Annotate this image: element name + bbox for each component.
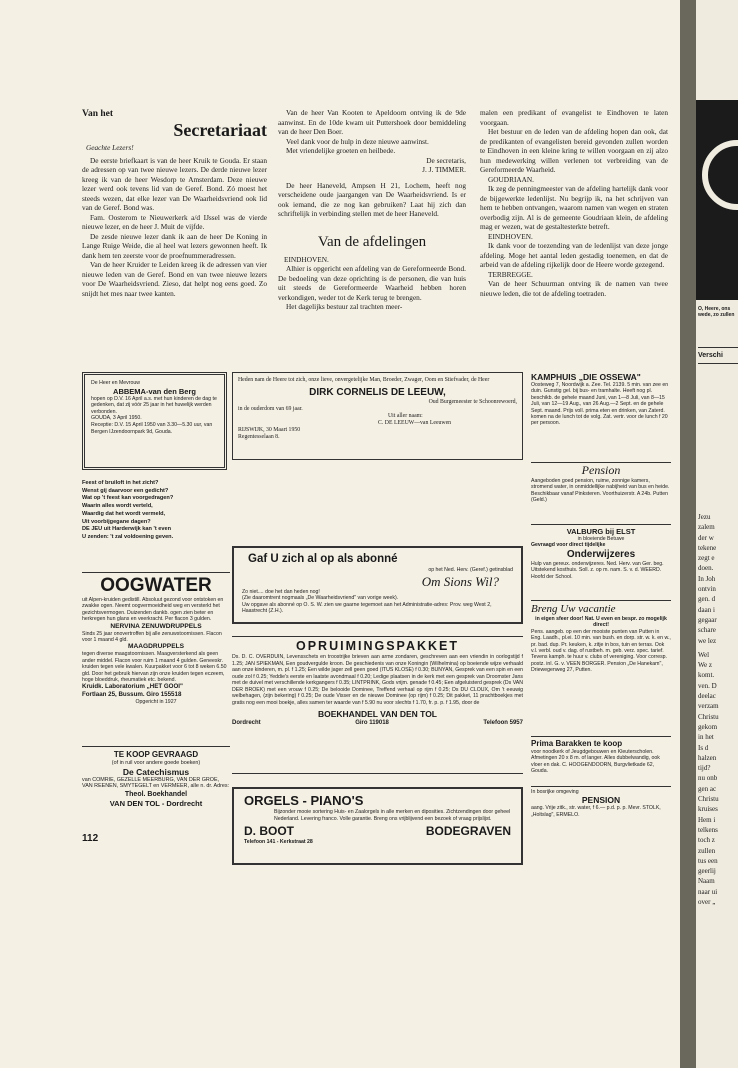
text-fragment: gegaar	[698, 615, 717, 624]
paragraph: malen een predikant of evangelist te Eindhoven te laten voorgaan.	[480, 108, 668, 127]
text-fragment: der w	[698, 533, 714, 542]
poem-line: Wat op 't feest kan voorgedragen?	[82, 495, 174, 502]
paragraph: Fam. Oosterom te Nieuwerkerk a/d IJssel was de vierde nieuwe lezer, en de heer J. Muit de vijfde.	[82, 212, 267, 231]
poem-line: Wenst gij daarvoor een gedicht?	[82, 487, 169, 494]
signature-line: De secretaris,	[426, 155, 466, 165]
ad-text: Oosteweg 7, Noordwijk a. Zee. Tel. 2139. 5 min. van zee en duin. Gunstig gel. bij bus- en tramhalte. Heeft nog pl. beschikb. de gehele maand Juni, van 1—8 Juli, van 8—15 Juli, van 12—19 Aug., van 26 Aug.—2 Sept. en de gehele Sept. maand. Prijs voll. prima eten en drinken, van Zaterd. komen na de lunch tot de volg. Zat. vertr. voor de lunch f 20 per persoon.	[531, 382, 669, 427]
laboratory-address: Fortlaan 25, Bussum. Giro 155518	[82, 691, 182, 699]
text-fragment: Christu	[698, 795, 719, 804]
reception-info: Receptie: D.V. 15 April 1950 van 3.30—5.30 uur, van Bergen IJzendoornpark 9d, Gouda.	[91, 421, 213, 435]
ad-subtitle: (of in ruil voor andere goede boeken)	[111, 760, 201, 766]
deceased-name: DIRK CORNELIS DE LEEUW,	[309, 387, 446, 398]
place-heading: TERBREGGE.	[488, 269, 533, 279]
text-fragment: zullen	[698, 846, 716, 855]
text-fragment: over „	[698, 897, 716, 906]
paragraph: Alhier is opgericht een afdeling van de Gereformeerde Bond. De bedoeling van deze oprichting is de personen, die van huis uit steeds de Gereformeerde Waarheid hebben horen verkondigen, weder tot de Kerk terug te brengen.	[278, 264, 466, 302]
ad-text: aang. Vrije zitk., str. water, f 6.— p.d. p. p. Mevr. STOLK, „Holtslag", ERMELO.	[531, 805, 661, 818]
job-title: Onderwijzeres	[566, 548, 636, 560]
paragraph: Van de heer Van Kooten te Apeldoorn ontving ik de 9de aanwinst. En de 10de kwam uit Puttershoek door bemiddeling van de heer Den Boer.	[278, 108, 466, 136]
text-fragment: telkens	[698, 825, 718, 834]
text-fragment: tekene	[698, 543, 717, 552]
ad-text: Ds. D. C. OVERDUIN, Levensschets en troostrijke brieven aan arme zondaren, geschreven aan een vriendin in oorlogstijd f 1.25; JAN SPIEKMAN, Een goudvergulde kroon. De geschiedenis van onze Koningin (Wilhelmina) op boeiende wijze verhaald aan onze kinderen, m. pl. f 1.25; Een wilde jager zell geen goed (ITUS KLOSE) f 0.30; BUNYAN, Gesprek van een spin en een oude zol f 0.25; Yeddie's eerste en laatste avondmaal f 0.20; Ledige plaatsen in de kerk met een gesprek van Droomster Jans met de duivel met verschillende kerkgangers f 0.35; LINTPRINK, Gods vrijm. genade f 0.45; Een afgeluisterd gesprek (Ds VAN DER BROEK) met een vrouw f 0.25; De belooide Dominee, Treffend verhaal op rijm f 0.25; Ds DU CLOUX, Om 't eeuwig welbehagen, (zijn bekering) f 0.25; De oude Visser en de nieuwe Dominee (op rijm) f 0.25; Dit pakket, 11 prachtboekjes met gratis nog een mooi boekje, alles samen ter waarde van f 5.90 nu voor slechts f 1.70, fr. p. p. f 1.95, door de	[232, 654, 523, 706]
text-fragment: toch z	[698, 836, 715, 845]
text-fragment: Jezu	[698, 513, 711, 521]
salutation: Geachte Lezers!	[86, 143, 134, 152]
text-fragment: daan i	[698, 605, 715, 614]
paragraph: De zesde nieuwe lezer dank ik aan de heer De Koning in Lange Ruige Weide, die al heel wat lezers gewonnen heeft. Ik dank hem ten zeerste voor de proefnummeradressen.	[82, 231, 267, 260]
ad-text: (Zie daaromtrent nogmaals „De Waarheidsvriend" van vorige week).	[242, 595, 399, 602]
next-page-text	[698, 512, 738, 907]
text-fragment: Christu	[698, 712, 719, 721]
notice-text: Heden nam de Heere tot zich, onze lieve, onvergetelijke Man, Broeder, Zwager, Oom en Stiefvader, de Heer	[238, 377, 490, 383]
ad-text: Bijzonder mooie sortering Huis- en Zaalorgels in alle merken en diposities. Zichtzendingen door geheel Nederland. Levering franco. Volle garantie. Breng ons vrijblijvend een bezoek of vraag prijslijst.	[274, 809, 511, 822]
poem-line: DE JEU uit Harderwijk kan 't even	[82, 526, 171, 533]
text-fragment: zegt e	[698, 554, 715, 563]
text-fragment: We z	[698, 661, 713, 670]
text-fragment: Is d	[698, 743, 709, 752]
text-fragment: tus een	[698, 856, 718, 865]
founded-line: Opgericht in 1927	[135, 699, 177, 706]
place-heading: GOUDRIAAN.	[488, 174, 535, 184]
deceased-age: in de ouderdom van 69 jaar.	[238, 406, 303, 412]
column-two	[278, 108, 466, 363]
giro: Giro 119018	[355, 720, 389, 726]
paragraph: Van de heer Schuurman ontving ik de namen van twee nieuwe leden, die tot de afdeling toetraden.	[480, 279, 668, 298]
text-fragment: tijd?	[698, 764, 711, 773]
ad-text: Hulp van gereux. onderwijzeres. Ned. Herv. van Ger. beg. Uitstekend kosthuis. Soll. z. op m. nam. S. v. d. WEERD. Hoofd der School.	[531, 560, 664, 580]
text-fragment: ontvin	[698, 585, 716, 594]
ad-title: ORGELS - PIANO'S	[244, 793, 364, 808]
section-title: Van de afdelingen	[317, 233, 427, 250]
text-fragment: geerlij	[698, 867, 716, 876]
poem-line: U zenden: 't zal voldoening geven.	[82, 533, 174, 540]
text-fragment: gen. d	[698, 595, 716, 604]
paragraph: De eerste briefkaart is van de heer Kruik te Gouda. Er staan de adressen op van twee nieuwe lezers. De derde nieuwe lezer kreeg ik van de heer Wesdorp te Amsterdam. Deze nieuwe lezer werd ook tevens lid van de Geref. Bond. Zó moest het steeds wezen, dat elke lezer van De Waarheidsvriend ook lid van de Geref. Bond was.	[82, 155, 267, 212]
next-page-edge	[696, 0, 738, 1068]
ad-title: Prima Barakken te koop	[531, 739, 623, 748]
notice-place: RIJSWIJK, 30 Maart 1950	[238, 427, 301, 433]
paragraph: Ik zeg de penningmeester van de afdeling hartelijk dank voor de bijgewerkte ledenlijst. Nu begrijp ik, na het schrijven van hem te hebben ontvangen, waarom namen van wegen en straten overbodig zijn. Al is de gemeente Goudriaan klein, de afdeling mag er wezen, wat de gestaltesterkte betreft.	[480, 184, 668, 231]
ad-subtitle: in eigen sfeer door! Nat. U even en bespr. zo mogelijk direct!	[535, 616, 667, 629]
paragraph: Het dagelijks bestuur zal trachten meer-	[286, 302, 403, 311]
ornament-image	[696, 100, 738, 300]
ad-title: OPRUIMINGSPAKKET	[295, 639, 460, 653]
orgels-ad	[232, 787, 523, 865]
ad-subtitle: In bosrijke omgeving	[531, 789, 579, 795]
ad-subtitle: op het Ned. Herv. (Geref.) getinsblad	[428, 567, 513, 573]
bookstore-name: BOEKHANDEL VAN DEN TOL	[317, 709, 437, 719]
place-heading: EINDHOVEN.	[284, 254, 329, 264]
ad-subtitle: MAAGDRUPPELS	[127, 643, 185, 651]
image-caption: O, Heere, ons wede, zo zullen	[698, 306, 735, 318]
deceased-role: Oud Burgemeester te Schoonrewoerd,	[428, 399, 517, 405]
secretariaat-column	[82, 108, 267, 363]
ad-text: uit Alpen-kruiden gedistill. Absoluut gezond voor ontstoken en zwakke ogen. Neemt oogvermoeidheid weg en versterkt het gezichtsvermogen. Duizenden dankb. ogen zien beter en herkregen hun glans en veerkracht. Per flacon 3 gulden.	[82, 597, 224, 623]
text-fragment: deelac	[698, 692, 716, 701]
ad-subtitle: NERVINA ZENUWDRUPPELS	[110, 622, 202, 630]
text-fragment: nu onb	[698, 774, 718, 783]
text-fragment: naar ui	[698, 887, 718, 896]
death-notice	[232, 372, 523, 460]
text-fragment: verzam	[698, 702, 719, 711]
notice-place: GOUDA, 3 April 1950.	[91, 415, 142, 422]
bookstore-name: VAN DEN TOL - Dordrecht	[109, 798, 203, 808]
text-fragment: schare	[698, 626, 716, 635]
vacantie-ad	[531, 600, 671, 734]
next-heading: Verschi	[698, 347, 738, 364]
poem-line: Feest of bruiloft in het zicht?	[82, 480, 159, 486]
poem-line: Waarin alles wordt verteld,	[82, 503, 153, 510]
bookstore-label: Theol. Boekhandel	[124, 790, 188, 798]
city: Dordrecht	[232, 720, 261, 726]
anniversary-notice	[82, 372, 227, 470]
valburg-ad	[531, 524, 671, 596]
poem-ad	[82, 480, 230, 570]
text-fragment: In Joh	[698, 574, 716, 583]
opruimingspakket-ad	[232, 636, 523, 774]
paragraph: Het bestuur en de leden van de afdeling hopen dan ook, dat de predikanten of evangelisten bereid gevonden zullen worden te Eindhoven in een kleine kring te willen voorgaan en zij alzo hun medewerking willen verlenen tot verbreiding van de Gereformeerde Waarheid.	[480, 127, 668, 174]
company-contact: Telefoon 141 - Kerkstraat 28	[244, 839, 313, 846]
notice-address: Regentesselaan 8.	[238, 434, 280, 440]
paragraph: De heer Haneveld, Ampsen H 21, Lochem, heeft nog verscheidene oude jaargangen van De Waarheidsvriend. Is er ook iemand, die ze nog kan gebruiken? Laat hij zich dan schriftelijk in verbinding stellen met de heer Haneveld.	[278, 180, 466, 218]
ad-text: Sinds 25 jaar onovertroffen bij alle zenuwstoornissen. Flacon voor 1 maand 4 gld.	[82, 630, 222, 644]
text-fragment: Hem i	[698, 815, 716, 824]
te-koop-ad	[82, 746, 230, 822]
ad-title: Pension	[581, 463, 621, 477]
text-fragment: we lez	[698, 636, 717, 645]
place-heading: EINDHOVEN.	[488, 231, 533, 241]
ad-text: voor noodkerk of Jeugdgebouwen en Kleuterscholen. Afmetingen 20 x 8 m. of langer. Alles dubbelwandig, ook vloer en dak. C. HOOGENDOORN, Burgvlietkade 62, Gouda.	[531, 749, 660, 775]
page-number: 112	[82, 833, 99, 844]
secretariaat-title: Secretariaat	[173, 120, 267, 140]
text-fragment: doen.	[698, 564, 714, 573]
laboratory-name: Kruidk. Laboratorium „HET GOOI"	[82, 683, 183, 691]
secretariaat-label: Van het	[82, 109, 114, 119]
text-fragment: Naam	[698, 877, 715, 886]
phone: Telefoon 5957	[483, 720, 523, 726]
notice-text: hopen op D.V. 16 April a.s. met hun kinderen de dag te gedenken, dat zij vóór 25 jaar in het huwelijk werden verbonden.	[91, 395, 217, 415]
kamphuis-ad	[531, 372, 671, 460]
text-fragment: Wel	[698, 650, 710, 659]
couple-name: ABBEMA-van den Berg	[113, 386, 196, 396]
poem-line: Uit voorbijgegane dagen?	[82, 518, 151, 525]
ad-text: tegen diverse maagstoornissen. Maagversterkend als geen ander middel. Flacon voor ruim 1 maand 4 gulden. Geneeskr. kruiden tegen vele kwalen. Kuurpakket voor 6 tot 8 weken 6.50 gld. Door het gebruik hiervan zijn onze kruiden tegen eczeem, hoge bloeddruk, rheumatiek etc. bekend.	[82, 651, 227, 684]
ad-title: PENSION	[581, 795, 621, 806]
ad-text: van COMRIE, GEZELLE MEERBURG, VAN DER GROE, VAN REENEN, SMYTEGELT en VERMEER, alle n. dr. Adres:	[82, 776, 230, 790]
ad-title: TE KOOP GEVRAAGD	[113, 750, 199, 759]
column-three	[480, 108, 668, 363]
ad-text: Uw opgave als abonné op O. S. W. zien we gaarne tegemoet aan het Administratie-adres: Prov. weg West 2, Haastrecht (Z.H.).	[242, 601, 492, 615]
book-title: De Catechismus	[122, 766, 190, 777]
company-row	[244, 824, 511, 839]
signature-name: J. J. TIMMER.	[422, 165, 466, 174]
paragraph: Met vriendelijke groeten en heilbede.	[286, 146, 396, 155]
bosrijk-pension-ad	[531, 786, 671, 832]
ad-title: Breng Uw vacantie	[531, 603, 616, 615]
text-fragment: halzen	[698, 753, 717, 762]
text-fragment: kruises	[698, 805, 718, 814]
oogwater-title: OOGWATER	[100, 575, 212, 596]
oogwater-ad	[82, 572, 230, 740]
text-fragment: ven. D	[698, 681, 717, 690]
ad-text: Aangeboden goed pension, ruime, zonnige kamers, stromend water, in onmiddellijke nabijheid van bus en heide. Beschikbaar vanaf Pinksteren. Voorthuizerstr. A 24b. Putten (Geld.)	[531, 478, 670, 504]
ad-line: Gevraagd voor direct tijdelijke	[531, 542, 606, 549]
ad-title: VALBURG bij ELST	[566, 527, 636, 536]
abonne-ad	[232, 546, 523, 624]
text-fragment: gekom	[698, 722, 718, 731]
ad-text: Pens. aangeb. op een der mooiste punten van Putten in Eng. Laadh., pl.ei. 10 min. van bush. en dorp. str. w. k. en w., pr. bad. dup. Pr. keuken, k. zitje in bos, tuin en terras. Ook v.l. verbl. oud v. dag. of rustbeh. m. geb. verz. spec. tarief.	[531, 628, 671, 655]
ad-title: KAMPHUIS „DIE OSSEWA"	[531, 372, 641, 382]
barakken-ad	[531, 736, 671, 784]
poem-line: Waardig dat het wordt vermeld,	[82, 510, 166, 517]
text-fragment: zalem	[698, 523, 715, 532]
ad-title: Gaf U zich al op als abonné	[248, 553, 398, 565]
paragraph: Van de heer Kruider te Leiden kreeg ik de adressen van vier nieuwe leden van de Geref. Bond en van twee nieuwe lezers voor De Waarheidsvriend. Zieso, dat helpt nog eens goed. Zo snijdt het mes naar twee kanten.	[82, 260, 267, 298]
ad-text: Zo niet.... doe het dan heden nog!	[242, 588, 320, 595]
company-city: BODEGRAVEN	[425, 824, 511, 839]
contact-row	[232, 720, 523, 727]
ad-subtitle: in bloeiende Betuwe	[577, 536, 625, 542]
ad-text: Tevens kamph. te huur v. clubs of vereniging. Voor corresp. postz. inl. G. v. VEEN BORGER. Pension „De Hanekam", Driewegenweg 27, Putten.	[531, 654, 667, 674]
text-fragment: gen ac	[698, 784, 717, 793]
notice-line: De Heer en Mevrouw	[91, 380, 141, 386]
paragraph: Ik dank voor de toezending van de ledenlijst van deze jonge afdeling. Moge het aantal leden gestadig toenemen, en dat de arbeid van de afdeling rijkelijk door de Heere worde gezegend.	[480, 241, 668, 269]
paragraph: Veel dank voor de hulp in deze nieuwe aanwinst.	[286, 136, 429, 146]
text-fragment: komt.	[698, 671, 715, 680]
company-name: D. BOOT	[244, 824, 294, 839]
notice-line: Uit aller naam:	[388, 413, 423, 419]
page-gutter	[680, 0, 696, 1068]
text-fragment: in het	[698, 733, 714, 742]
pension-ad	[531, 462, 671, 520]
notice-line: C. DE LEEUW—van Leeuwen	[378, 420, 452, 426]
slogan: Om Sions Wil?	[421, 573, 499, 589]
